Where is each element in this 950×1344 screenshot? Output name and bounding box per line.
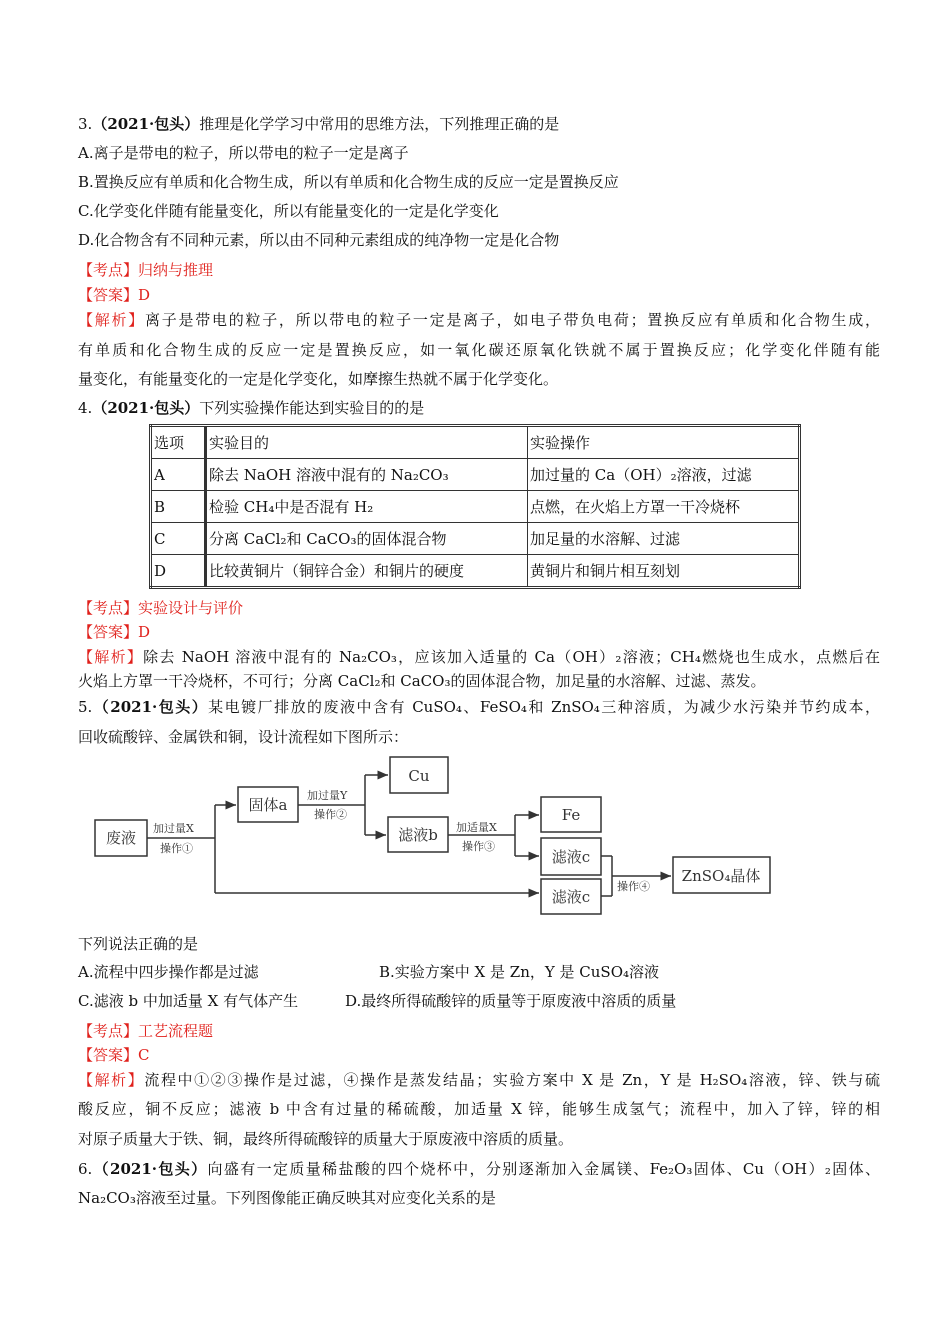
question-number: 5. bbox=[78, 698, 93, 716]
question-source: （2021·包头） bbox=[92, 399, 200, 417]
kaodian bbox=[78, 598, 243, 618]
flow-step2-reagent: 加过量Y bbox=[307, 789, 348, 802]
table-cell: 除去 NaOH 溶液中混有的 Na₂CO₃ bbox=[206, 459, 528, 491]
question-3-title bbox=[78, 114, 559, 134]
answer bbox=[78, 622, 150, 642]
box-fe bbox=[541, 797, 601, 832]
question-stem-line: 回收硫酸锌、金属铁和铜，设计流程如下图所示： bbox=[78, 728, 409, 746]
option-b: B.实验方案中 X 是 Zn，Y 是 CuSO₄溶液 bbox=[379, 963, 660, 981]
option-c: C.滤液 b 中加适量 X 有气体产生 bbox=[78, 992, 299, 1010]
kaodian-label: 【考点】 bbox=[78, 261, 139, 279]
flow-step3-reagent: 加适量X bbox=[456, 821, 497, 834]
answer-value: D bbox=[138, 623, 151, 641]
analysis-text: 除去 NaOH 溶液中混有的 Na₂CO₃，应该加入适量的 Ca（OH）₂溶液；CH₄燃烧也生成水，点燃后在 bbox=[143, 648, 880, 666]
table-row bbox=[151, 491, 800, 523]
box-cu bbox=[390, 757, 448, 793]
box-product bbox=[673, 857, 770, 893]
table-cell: 点燃，在火焰上方罩一干冷烧杯 bbox=[528, 491, 800, 523]
flow-product-label: ZnSO₄晶体 bbox=[681, 867, 761, 885]
table-cell: A bbox=[151, 459, 206, 491]
flow-step2: 操作② bbox=[314, 808, 347, 821]
kaodian-label: 【考点】 bbox=[78, 599, 139, 617]
kaodian-label: 【考点】 bbox=[78, 1022, 139, 1040]
question-stem: 向盛有一定质量稀盐酸的四个烧杯中，分别逐渐加入金属镁、Fe₂O₃固体、Cu（OH）₂固体、 bbox=[207, 1160, 880, 1178]
table-header: 实验目的 bbox=[206, 426, 528, 459]
table-cell: 黄铜片和铜片相互刻划 bbox=[528, 555, 800, 588]
question-source: （2021·包头） bbox=[92, 698, 209, 716]
question-stem: 推理是化学学习中常用的思维方法，下列推理正确的是 bbox=[199, 115, 560, 133]
table-header: 实验操作 bbox=[528, 426, 800, 459]
question-prompt: 下列说法正确的是 bbox=[78, 935, 199, 953]
question-source: （2021·包头） bbox=[92, 1160, 208, 1178]
option-d: D.化合物含有不同种元素，所以由不同种元素组成的纯净物一定是化合物 bbox=[78, 231, 560, 249]
question-stem: 下列实验操作能达到实验目的的是 bbox=[199, 399, 425, 417]
table-row bbox=[151, 459, 800, 491]
option-a: A.流程中四步操作都是过滤 bbox=[78, 963, 259, 981]
option-c: C.化学变化伴随有能量变化，所以有能量变化的一定是化学变化 bbox=[78, 202, 499, 220]
question-5-title bbox=[78, 697, 880, 717]
flow-step1-reagent: 加过量X bbox=[153, 822, 194, 835]
kaodian-value: 工艺流程题 bbox=[138, 1022, 214, 1040]
flow-filtrate-c-label: 滤液c bbox=[551, 888, 591, 906]
analysis-text: 离子是带电的粒子，所以带电的粒子一定是离子，如电子带负电荷；置换反应有单质和化合物生成， bbox=[144, 311, 880, 329]
analysis-line: 酸反应，铜不反应；滤液 b 中含有过量的稀硫酸，加适量 X 锌，能够生成氢气；流程中，加入了锌，锌的相 bbox=[78, 1100, 880, 1118]
experiment-table bbox=[149, 424, 801, 589]
table-header: 选项 bbox=[151, 426, 206, 459]
kaodian bbox=[78, 1021, 213, 1041]
kaodian bbox=[78, 260, 213, 280]
answer bbox=[78, 1045, 150, 1065]
analysis-label: 【解析】 bbox=[78, 311, 145, 329]
question-number: 3. bbox=[78, 115, 93, 133]
box-waste bbox=[95, 820, 147, 856]
answer-value: D bbox=[138, 286, 151, 304]
answer-label: 【答案】 bbox=[78, 623, 139, 641]
question-stem-line: Na₂CO₃溶液至过量。下列图像能正确反映其对应变化关系的是 bbox=[78, 1189, 496, 1207]
analysis-line bbox=[78, 647, 880, 667]
analysis-label: 【解析】 bbox=[78, 648, 144, 666]
analysis-text: 流程中①②③操作是过滤，④操作是蒸发结晶；实验方案中 X 是 Zn，Y 是 H₂SO₄溶液，锌、铁与硫 bbox=[144, 1071, 880, 1089]
table-cell: B bbox=[151, 491, 206, 523]
analysis-line: 有单质和化合物生成的反应一定是置换反应，如一氧化碳还原氧化铁就不属于置换反应；化学变化伴随有能 bbox=[78, 341, 880, 359]
table-cell: 加过量的 Ca（OH）₂溶液，过滤 bbox=[528, 459, 800, 491]
table-row bbox=[151, 523, 800, 555]
table-header-row bbox=[151, 426, 800, 459]
kaodian-value: 归纳与推理 bbox=[138, 261, 214, 279]
analysis-line: 对原子质量大于铁、铜，最终所得硫酸锌的质量大于原废液中溶质的质量。 bbox=[78, 1130, 574, 1148]
analysis-line: 火焰上方罩一干冷烧杯，不可行；分离 CaCl₂和 CaCO₃的固体混合物，加足量的水溶解、过滤、蒸发。 bbox=[78, 672, 766, 690]
question-number: 6. bbox=[78, 1160, 93, 1178]
table-cell: D bbox=[151, 555, 206, 588]
table-row bbox=[151, 555, 800, 588]
question-4-title bbox=[78, 398, 424, 418]
flow-cu-label: Cu bbox=[408, 767, 430, 785]
question-stem: 某电镀厂排放的废液中含有 CuSO₄、FeSO₄和 ZnSO₄三种溶质，为减少水污染并节约成本， bbox=[208, 698, 880, 716]
box-filtrate-c2 bbox=[541, 879, 601, 914]
answer-value: C bbox=[138, 1046, 150, 1064]
question-number: 4. bbox=[78, 399, 93, 417]
kaodian-value: 实验设计与评价 bbox=[138, 599, 244, 617]
flow-filtrate-c-label: 滤液c bbox=[551, 848, 591, 866]
table-cell: 检验 CH₄中是否混有 H₂ bbox=[206, 491, 528, 523]
table-cell: 加足量的水溶解、过滤 bbox=[528, 523, 800, 555]
flow-solid-a-label: 固体a bbox=[248, 796, 288, 814]
question-6-title bbox=[78, 1159, 880, 1179]
flow-step4: 操作④ bbox=[617, 880, 650, 893]
table-cell: C bbox=[151, 523, 206, 555]
flow-fe-label: Fe bbox=[561, 806, 581, 824]
analysis-line bbox=[78, 310, 880, 330]
flow-step3: 操作③ bbox=[462, 840, 495, 853]
box-filtrate-c1 bbox=[541, 838, 601, 875]
option-a: A.离子是带电的粒子，所以带电的粒子一定是离子 bbox=[78, 144, 409, 162]
flow-waste-label: 废液 bbox=[105, 829, 137, 847]
analysis-line bbox=[78, 1070, 880, 1090]
answer-label: 【答案】 bbox=[78, 1046, 139, 1064]
flow-filtrate-b-label: 滤液b bbox=[398, 826, 438, 844]
question-source: （2021·包头） bbox=[92, 115, 200, 133]
box-solid-a bbox=[238, 787, 298, 822]
table-cell: 分离 CaCl₂和 CaCO₃的固体混合物 bbox=[206, 523, 528, 555]
option-b: B.置换反应有单质和化合物生成，所以有单质和化合物生成的反应一定是置换反应 bbox=[78, 173, 619, 191]
answer bbox=[78, 285, 150, 305]
answer-label: 【答案】 bbox=[78, 286, 139, 304]
analysis-label: 【解析】 bbox=[78, 1071, 145, 1089]
analysis-line: 量变化，有能量变化的一定是化学变化，如摩擦生热就不属于化学变化。 bbox=[78, 370, 559, 388]
option-d: D.最终所得硫酸锌的质量等于原废液中溶质的质量 bbox=[345, 992, 677, 1010]
flow-step1: 操作① bbox=[160, 842, 193, 855]
box-filtrate-b bbox=[388, 817, 448, 852]
table-cell: 比较黄铜片（铜锌合金）和铜片的硬度 bbox=[206, 555, 528, 588]
